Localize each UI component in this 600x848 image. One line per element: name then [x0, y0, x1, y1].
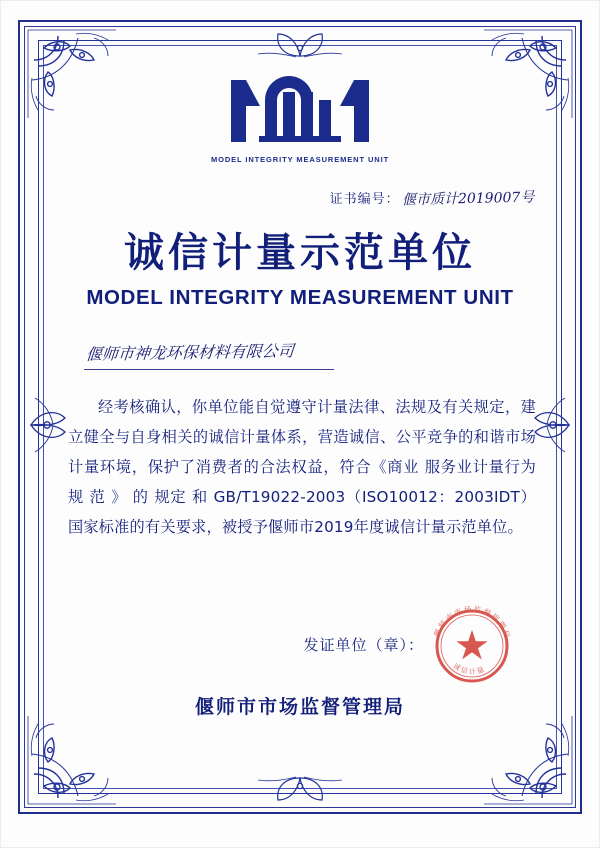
issuer-row [58, 586, 542, 682]
logo-subtitle: MODEL INTEGRITY MEASUREMENT UNIT [210, 155, 390, 164]
certificate-body-text: 经考核确认，你单位能自觉遵守计量法律、法规及有关规定，建立健全与自身相关的诚信计量体系，营造诚信、公平竞争的和谐市场计量环境，保护了消费者的合法权益，符合《商业 服务业计量行为 规 范 》 的 规定 和 GB/T19022-2003（ISO10012：2003IDT）国家标准的有关要求，被授予偃师市2019年度诚信计量示范单位。 [68, 398, 536, 536]
certificate-number-label: 证书编号： [329, 192, 400, 207]
certificate-content [58, 58, 542, 776]
issuer-label: 发证单位（章）： [303, 636, 424, 654]
recipient-underline [84, 369, 334, 370]
recipient-name: 偃师市神龙环保材料有限公司 [85, 341, 295, 364]
recipient-row [58, 340, 542, 370]
logo-block [58, 58, 542, 164]
mim-monogram-logo-icon [229, 74, 371, 148]
bottom-center-ornament [240, 774, 360, 808]
certificate-number-row [58, 188, 542, 209]
issuer-name: 偃师市市场监督管理局 [194, 696, 405, 718]
page-title-en: MODEL INTEGRITY MEASUREMENT UNIT [86, 286, 514, 309]
svg-text:偃师市市场监督管理局: 偃师市市场监督管理局 [432, 604, 513, 641]
page-title-cn: 诚信计量示范单位 [124, 230, 476, 276]
certificate-number-value: 偃市质计2019007号 [401, 189, 535, 209]
svg-text:诚信计量: 诚信计量 [451, 661, 488, 677]
official-red-seal-icon [420, 594, 524, 698]
top-center-ornament [240, 26, 360, 60]
